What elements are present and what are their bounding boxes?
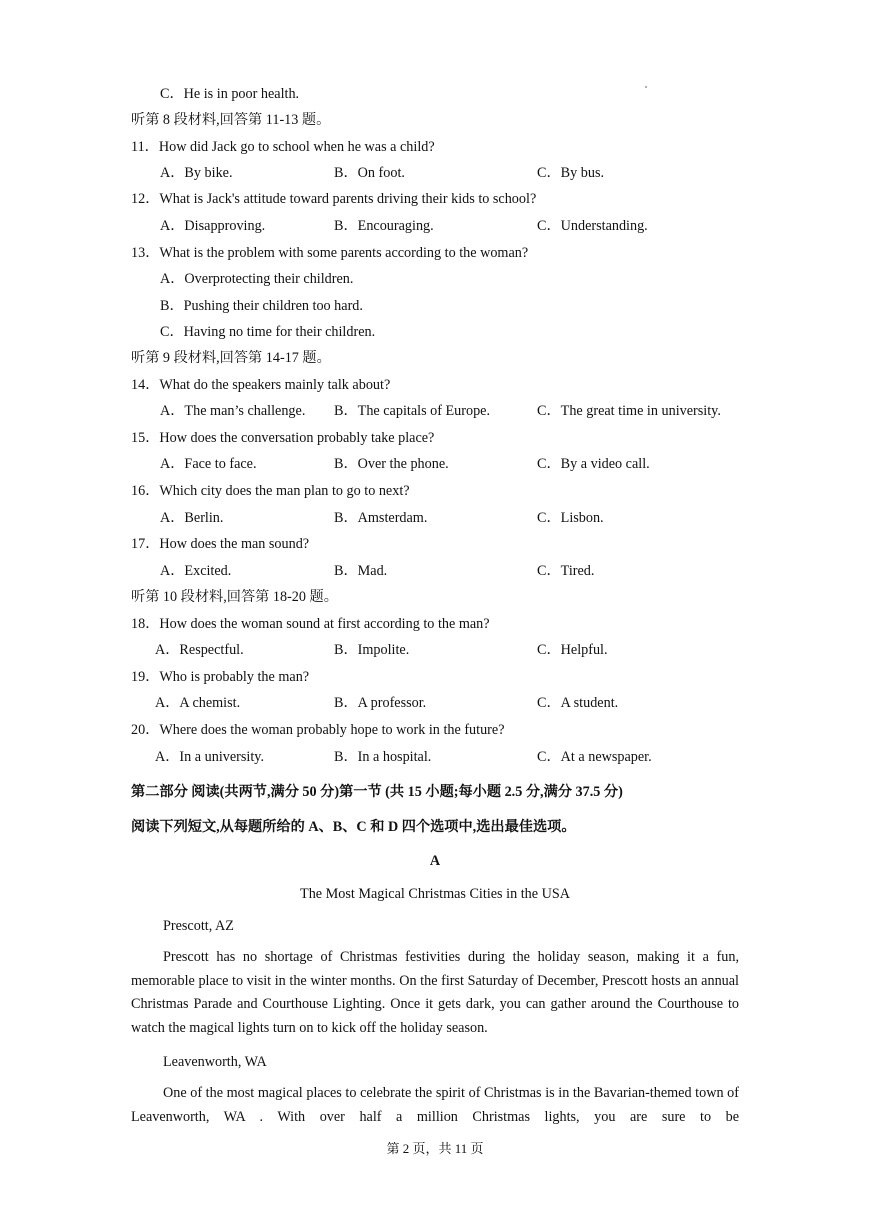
option-b: B．Pushing their children too hard. bbox=[160, 298, 363, 314]
stray-dot bbox=[645, 86, 647, 88]
option-a: A．Overprotecting their children. bbox=[160, 271, 354, 287]
section-heading-9: 听第 9 段材料,回答第 14-17 题。 bbox=[131, 350, 331, 366]
option-b: B．Impolite. bbox=[334, 642, 410, 658]
question-stem-18: 18．How does the woman sound at first according to the man? bbox=[131, 616, 490, 632]
passage-title: The Most Magical Christmas Cities in the USA bbox=[300, 886, 570, 902]
option-c: C．By bus. bbox=[537, 165, 605, 181]
part2-heading: 第二部分 阅读(共两节,满分 50 分)第一节 (共 15 小题;每小题 2.5 分,满分 37.5 分) bbox=[131, 784, 623, 800]
option-c-q10: C．He is in poor health. bbox=[160, 86, 300, 102]
option-b: B．Encouraging. bbox=[334, 218, 434, 234]
question-stem-13: 13．What is the problem with some parents according to the woman? bbox=[131, 245, 529, 261]
option-b: B．Mad. bbox=[334, 563, 388, 579]
option-a: A．The man’s challenge. bbox=[160, 403, 306, 419]
option-c: C．Understanding. bbox=[537, 218, 648, 234]
option-a: A．Berlin. bbox=[160, 510, 224, 526]
option-a: A．Disapproving. bbox=[160, 218, 266, 234]
option-b: B．Amsterdam. bbox=[334, 510, 428, 526]
paragraph-text: One of the most magical places to celebrate the spirit of Christmas is in the Bavarian-themed town of Leavenworth, WA . With over half a million Christmas lights, you are sure to be bbox=[131, 1085, 739, 1125]
option-c: C．Tired. bbox=[537, 563, 595, 579]
city-name-prescott: Prescott, AZ bbox=[163, 918, 234, 934]
section-heading-10: 听第 10 段材料,回答第 18-20 题。 bbox=[131, 589, 338, 605]
question-stem-16: 16．Which city does the man plan to go to next? bbox=[131, 483, 410, 499]
option-c: C．Lisbon. bbox=[537, 510, 604, 526]
question-stem-17: 17．How does the man sound? bbox=[131, 536, 310, 552]
question-stem-11: 11．How did Jack go to school when he was a child? bbox=[131, 139, 435, 155]
city-paragraph-prescott bbox=[131, 946, 739, 1040]
option-c: C．A student. bbox=[537, 695, 619, 711]
option-a: A．By bike. bbox=[160, 165, 233, 181]
option-c: C．By a video call. bbox=[537, 456, 650, 472]
question-stem-14: 14．What do the speakers mainly talk about? bbox=[131, 377, 391, 393]
option-b: B．On foot. bbox=[334, 165, 405, 181]
option-a: A．Face to face. bbox=[160, 456, 257, 472]
option-c: C．Helpful. bbox=[537, 642, 608, 658]
question-stem-12: 12．What is Jack's attitude toward parents driving their kids to school? bbox=[131, 191, 537, 207]
option-a: A．In a university. bbox=[155, 749, 265, 765]
option-b: B．A professor. bbox=[334, 695, 427, 711]
option-c: C．The great time in university. bbox=[537, 403, 721, 419]
question-stem-20: 20．Where does the woman probably hope to work in the future? bbox=[131, 722, 505, 738]
passage-letter: A bbox=[429, 853, 441, 869]
page-footer: 第 2 页，共 11 页 bbox=[386, 1141, 484, 1156]
question-stem-19: 19．Who is probably the man? bbox=[131, 669, 310, 685]
option-b: B．Over the phone. bbox=[334, 456, 449, 472]
option-a: A．Respectful. bbox=[155, 642, 244, 658]
city-paragraph-leavenworth bbox=[131, 1082, 739, 1129]
city-name-leavenworth: Leavenworth, WA bbox=[163, 1054, 267, 1070]
option-c: C．Having no time for their children. bbox=[160, 324, 376, 340]
option-a: A．A chemist. bbox=[155, 695, 241, 711]
option-b: B．The capitals of Europe. bbox=[334, 403, 491, 419]
option-b: B．In a hospital. bbox=[334, 749, 432, 765]
option-c: C．At a newspaper. bbox=[537, 749, 652, 765]
paragraph-text: Prescott has no shortage of Christmas festivities during the holiday season, making it a fun, memorable place to visit in the winter months. On the first Saturday of December, Prescott hosts an annual Christmas Parade and Courthouse Lighting. Once it gets dark, you can gather around the Courthouse to watch the magical lights turn on to kick off the holiday season. bbox=[131, 949, 739, 1036]
question-stem-15: 15．How does the conversation probably take place? bbox=[131, 430, 435, 446]
part2-instruction: 阅读下列短文,从每题所给的 A、B、C 和 D 四个选项中,选出最佳选项。 bbox=[131, 819, 576, 835]
section-heading-8: 听第 8 段材料,回答第 11-13 题。 bbox=[131, 112, 331, 128]
option-a: A．Excited. bbox=[160, 563, 232, 579]
